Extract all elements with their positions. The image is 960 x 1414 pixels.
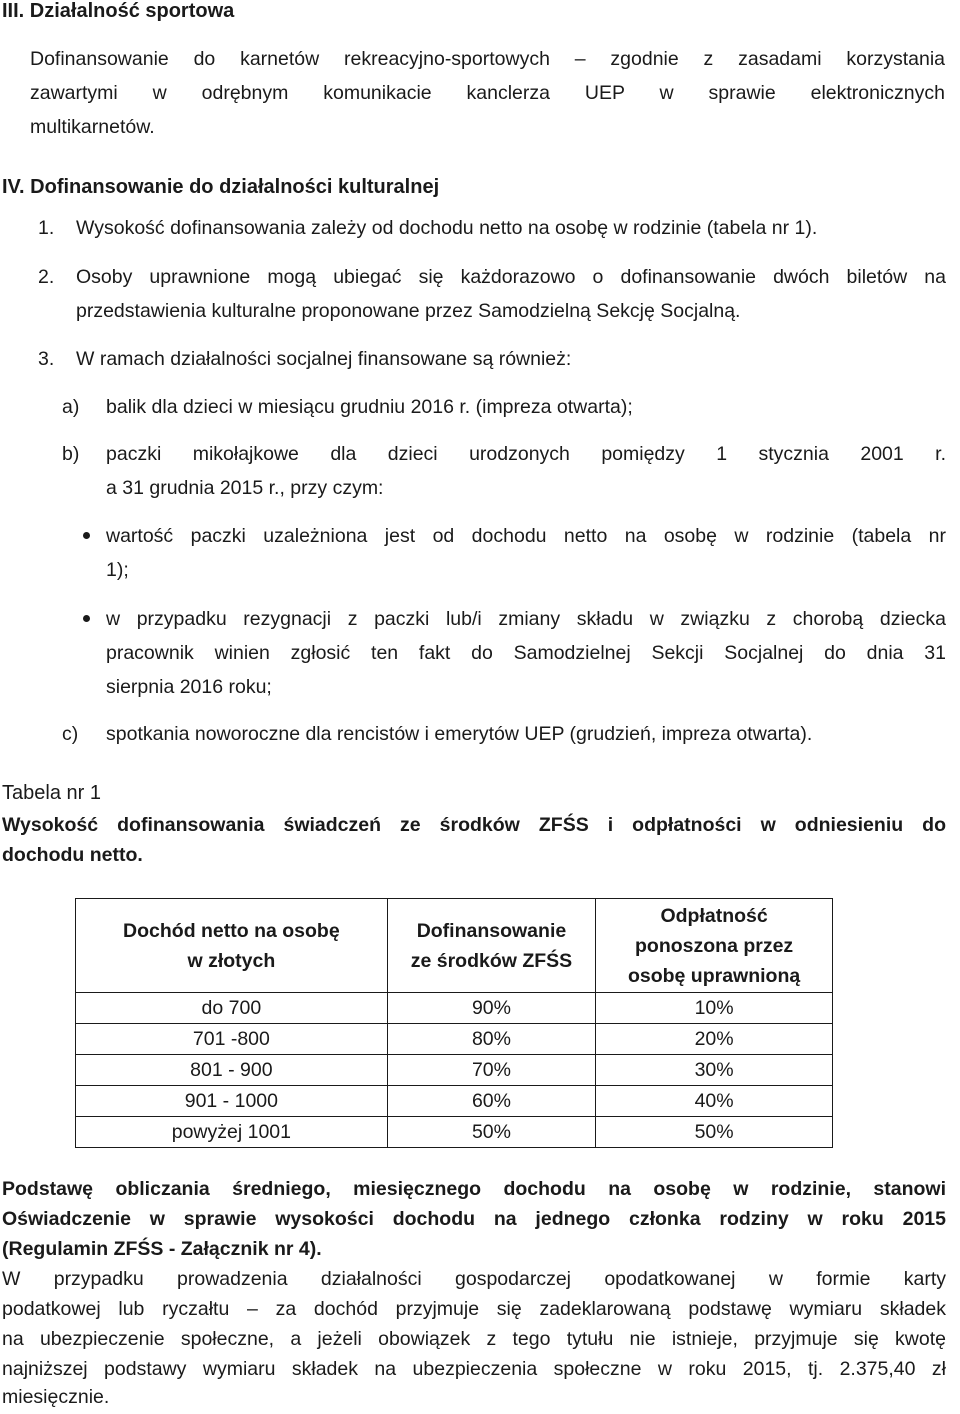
bullet-2-line1: w przypadku rezygnacji z paczki lub/i zmiany składu w związku z chorobą dziecka: [106, 608, 946, 630]
table-cell: 90%: [387, 993, 595, 1024]
table-cell: 801 - 900: [76, 1055, 388, 1086]
item-3-number: 3.: [38, 348, 55, 370]
header-income-line2: w złotych: [187, 949, 276, 972]
sport-paragraph-line1: Dofinansowanie do karnetów rekreacyjno-sportowych – zgodnie z zasadami korzystania: [30, 48, 945, 70]
item-3-text: W ramach działalności socjalnej finansowane są również:: [76, 348, 572, 370]
bullet-1-line1: wartość paczki uzależniona jest od dochodu netto na osobę w rodzinie (tabela nr: [106, 525, 946, 547]
header-payment-line1: Odpłatność: [660, 904, 768, 927]
bullet-2-line3: sierpnia 2016 roku;: [106, 676, 272, 698]
header-payment-line3: osobę uprawnioną: [627, 964, 801, 987]
sport-paragraph-line3: multikarnetów.: [30, 116, 155, 138]
table-cell: 40%: [596, 1086, 833, 1117]
sport-paragraph-line2: zawartymi w odrębnym komunikacie kanclerza UEP w sprawie elektronicznych: [30, 82, 945, 104]
table-cell: 50%: [387, 1117, 595, 1148]
item-2-number: 2.: [38, 266, 55, 288]
footer-line1: W przypadku prowadzenia działalności gospodarczej opodatkowanej w formie karty: [2, 1268, 946, 1290]
header-funding-line1: Dofinansowanie: [416, 919, 567, 942]
item-1-number: 1.: [38, 217, 55, 239]
sub-a-label: a): [62, 396, 80, 418]
bullet-dot-icon: [83, 615, 90, 622]
table-row: [76, 1117, 833, 1148]
header-funding-line2: ze środków ZFŚS: [410, 949, 573, 972]
table-cell: do 700: [76, 993, 388, 1024]
table-row: [76, 993, 833, 1024]
sub-b-line1: paczki mikołajkowe dla dzieci urodzonych pomiędzy 1 stycznia 2001 r.: [106, 443, 946, 465]
sub-a-text: balik dla dzieci w miesiącu grudniu 2016 r. (impreza otwarta);: [106, 396, 633, 418]
table-cell: powyżej 1001: [76, 1117, 388, 1148]
item-2-line2: przedstawienia kulturalne proponowane przez Samodzielną Sekcję Socjalną.: [76, 300, 741, 322]
bullet-2-line2: pracownik winien zgłosić ten fakt do Samodzielnej Sekcji Socjalnej do dnia 31: [106, 642, 946, 664]
table-cell: 70%: [387, 1055, 595, 1086]
header-payment-line2: ponoszona przez: [635, 934, 794, 957]
table-cell: 20%: [596, 1024, 833, 1055]
table-header-row: [76, 899, 833, 993]
table-cell: 10%: [596, 993, 833, 1024]
bullet-dot-icon: [83, 532, 90, 539]
table-cell: 901 - 1000: [76, 1086, 388, 1117]
table-cell: 701 -800: [76, 1024, 388, 1055]
footer-bold-line3: (Regulamin ZFŚS - Załącznik nr 4).: [2, 1238, 322, 1260]
footer-line5: miesięcznie.: [2, 1386, 110, 1408]
sub-c-label: c): [62, 723, 79, 745]
table-caption-line1: Wysokość dofinansowania świadczeń ze środków ZFŚS i odpłatności w odniesieniu do: [2, 814, 946, 836]
table-cell: 50%: [596, 1117, 833, 1148]
item-1-text: Wysokość dofinansowania zależy od dochodu netto na osobę w rodzinie (tabela nr 1).: [76, 217, 818, 239]
table-cell: 60%: [387, 1086, 595, 1117]
funding-table: [75, 898, 833, 1148]
section-heading-culture: IV. Dofinansowanie do działalności kulturalnej: [2, 176, 440, 198]
header-income: [76, 899, 388, 993]
table-caption-line2: dochodu netto.: [2, 844, 143, 866]
footer-bold-line1: Podstawę obliczania średniego, miesięcznego dochodu na osobę w rodzinie, stanowi: [2, 1178, 946, 1200]
table-cell: 80%: [387, 1024, 595, 1055]
table-row: [76, 1086, 833, 1117]
table-cell: 30%: [596, 1055, 833, 1086]
sub-b-line2: a 31 grudnia 2015 r., przy czym:: [106, 477, 384, 499]
table-row: [76, 1055, 833, 1086]
footer-line3: na ubezpieczenie społeczne, a jeżeli obowiązek z tego tytułu nie istnieje, przyjmuje się kwotę: [2, 1328, 946, 1350]
header-income-line1: Dochód netto na osobę: [123, 919, 340, 942]
header-funding: [387, 899, 595, 993]
table-row: [76, 1024, 833, 1055]
section-heading-sport: III. Działalność sportowa: [2, 0, 235, 22]
sub-c-text: spotkania noworoczne dla rencistów i emerytów UEP (grudzień, impreza otwarta).: [106, 723, 813, 745]
sub-b-label: b): [62, 443, 80, 465]
bullet-1-line2: 1);: [106, 559, 129, 581]
footer-line2: podatkowej lub ryczałtu – za dochód przyjmuje się zadeklarowaną podstawę wymiaru składek: [2, 1298, 946, 1320]
item-2-line1: Osoby uprawnione mogą ubiegać się każdorazowo o dofinansowanie dwóch biletów na: [76, 266, 946, 288]
header-payment: [596, 899, 833, 993]
footer-line4: najniższej podstawy wymiaru składek na ubezpieczenia społeczne w roku 2015, tj. 2.375,40 zł: [2, 1358, 946, 1380]
footer-bold-line2: Oświadczenie w sprawie wysokości dochodu na jednego członka rodziny w roku 2015: [2, 1208, 946, 1230]
table-label: Tabela nr 1: [2, 782, 101, 804]
